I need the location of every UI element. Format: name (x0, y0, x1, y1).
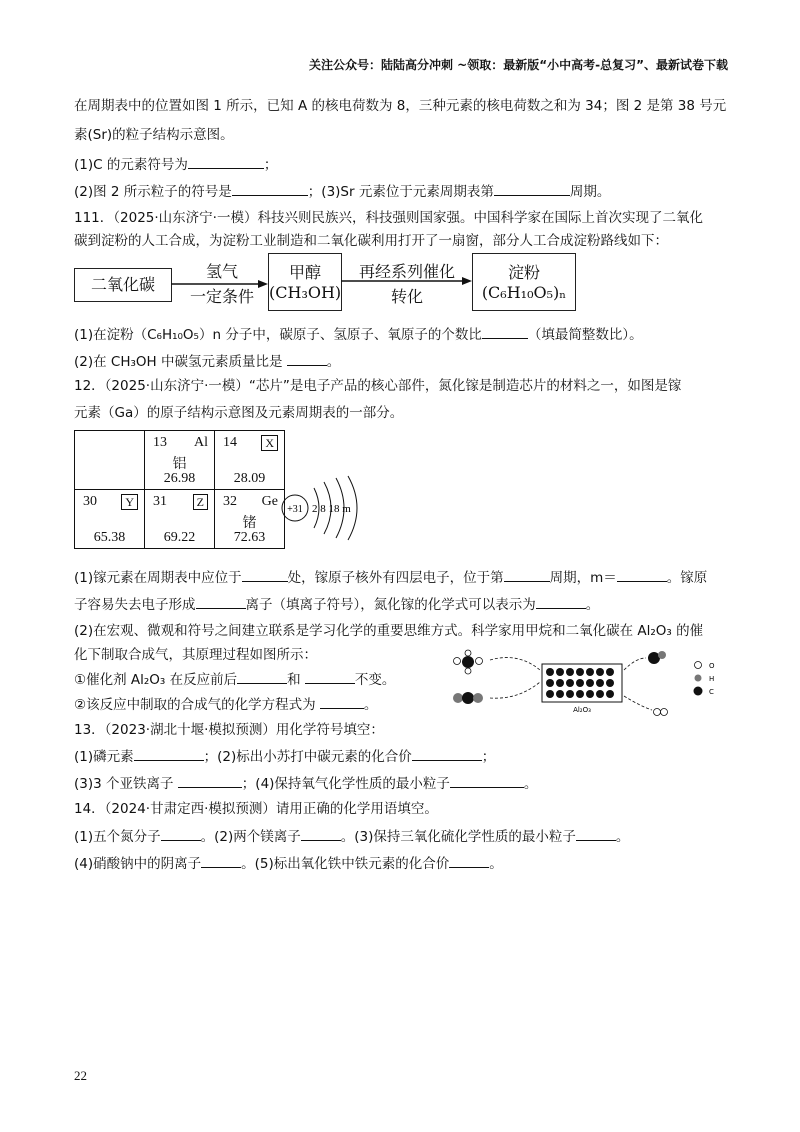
answer-blank[interactable] (450, 773, 524, 788)
pt-mass: 69.22 (163, 530, 196, 545)
shell-electrons: 2 8 18 m (312, 503, 351, 515)
answer-blank[interactable] (287, 351, 327, 366)
flow-box-co2: 二氧化碳 (74, 268, 172, 302)
page-number: 22 (74, 1068, 87, 1083)
q12-sub2 (74, 694, 377, 715)
pt-cell-z (145, 490, 215, 549)
answer-blank[interactable] (305, 669, 355, 684)
q10-line2: 素(Sr)的粒子结构示意图。 (74, 127, 234, 143)
answer-blank[interactable] (201, 853, 241, 868)
q12-part1-text-a: (1)镓元素在周期表中应位于 (74, 570, 242, 586)
q12-sub2-end: 。 (363, 697, 378, 713)
q14-part4-text: (4)硝酸钠中的阴离子 (74, 856, 202, 872)
q12-sub1-text-b: 和 (287, 672, 301, 688)
q11-part1-text: (1)在淀粉（C₆H₁₀O₅）n 分子中，碳原子、氢原子、氧原子的个数比 (74, 327, 482, 343)
pt-boxed-symbol: Y (121, 494, 138, 510)
q13-part2-text: ；(2)标出小苏打中碳元素的化合价 (203, 749, 412, 765)
q12-part1-line2 (74, 594, 599, 615)
answer-blank[interactable] (196, 594, 246, 609)
catalysis-diagram (448, 648, 728, 724)
pt-cell-empty (75, 431, 145, 490)
flow-arrow1-bottom: 一定条件 (189, 287, 254, 306)
catalyst-label: Al₂O₃ (573, 706, 591, 714)
q11-line1: 111．（2025·山东济宁·一模）科技兴则民族兴，科技强则国家强。中国科学家在国际上首次实现了二氧化 (74, 210, 703, 226)
q14-title: 14．（2024·甘肃定西·模拟预测）请用正确的化学用语填空。 (74, 801, 438, 817)
flow-arrows (0, 0, 800, 330)
answer-blank[interactable] (617, 567, 667, 582)
pt-symbol: Al (194, 435, 208, 450)
q12-part1-line1 (74, 567, 707, 588)
q12-sub1 (74, 669, 395, 690)
periodic-table-fragment (74, 430, 285, 549)
q11-part2-text: (2)在 CH₃OH 中碳氢元素质量比是 (74, 354, 287, 370)
q11-part1-end: （填最简整数比）。 (527, 327, 643, 343)
q11-line2: 碳到淀粉的人工合成，为淀粉工业制造和二氧化碳利用打开了一扇窗，部分人工合成淀粉路线如下： (74, 233, 668, 249)
flow-arrow2-head (462, 277, 472, 285)
answer-blank[interactable] (301, 826, 341, 841)
q12-line2: 元素（Ga）的原子结构示意图及元素周期表的一部分。 (74, 405, 404, 421)
pt-atomic-number: 31 (153, 494, 167, 509)
page-header: 关注公众号：陆陆高分冲刺 ~领取：最新版“小中高考-总复习”、最新试卷下载 (309, 58, 728, 72)
pt-boxed-symbol: Z (193, 494, 208, 510)
answer-blank[interactable] (536, 594, 586, 609)
q14-line2 (74, 853, 503, 874)
co-molecule (648, 651, 666, 664)
nucleus-charge: +31 (287, 504, 303, 515)
legend (694, 662, 716, 697)
q12-part1-text-f: 离子（填离子符号），氮化镓的化学式可以表示为 (245, 597, 536, 613)
arrow-in-1 (490, 658, 540, 670)
q12-part1-text-d: 。镓原 (666, 570, 708, 586)
q12-sub1-text-a: ①催化剂 Al₂O₃ 在反应前后 (74, 672, 238, 688)
q13-part4-text: ；(4)保持氧气化学性质的最小粒子 (241, 776, 450, 792)
pt-atomic-number: 13 (153, 435, 167, 450)
q10-part3-text: ；(3)Sr 元素位于元素周期表第 (307, 184, 494, 200)
legend-c-mark (694, 687, 703, 696)
q12-sub2-text: ②该反应中制取的合成气的化学方程式为 (74, 697, 320, 713)
q13-line1-end: ； (481, 749, 496, 765)
pt-atomic-number: 30 (83, 494, 97, 509)
flow-arrow2-bottom: 转化 (390, 287, 423, 306)
pt-mass: 28.09 (233, 471, 266, 486)
q14-part3-text: 。(3)保持三氧化硫化学性质的最小粒子 (340, 829, 576, 845)
answer-blank[interactable] (412, 746, 482, 761)
q13-title: 13．（2023·湖北十堰·模拟预测）用化学符号填空： (74, 722, 384, 738)
q13-part3-text: (3)3 个亚铁离子 (74, 776, 178, 792)
answer-blank[interactable] (134, 746, 204, 761)
pt-cell-y (75, 490, 145, 549)
pt-mass: 72.63 (233, 530, 266, 545)
pt-mass: 65.38 (93, 530, 126, 545)
answer-blank[interactable] (482, 324, 528, 339)
flow-box-methanol-formula: (CH₃OH) (269, 283, 342, 302)
q12-part1-text-g: 。 (585, 597, 600, 613)
co2-molecule (453, 692, 483, 704)
legend-c-label: C (709, 688, 714, 696)
q14-part5-text: 。(5)标出氧化铁中铁元素的化合价 (241, 856, 450, 872)
answer-blank[interactable] (449, 853, 489, 868)
q12-part2-line2: 化下制取合成气，其原理过程如图所示： (74, 647, 317, 663)
pt-name: 锗 (242, 516, 257, 531)
pt-symbol: Ge (261, 494, 278, 509)
answer-blank[interactable] (161, 826, 201, 841)
q14-line2-end: 。 (489, 856, 503, 872)
q14-part2-text: 。(2)两个镁离子 (200, 829, 301, 845)
flow-arrow1-head (258, 280, 268, 288)
answer-blank[interactable] (237, 669, 287, 684)
q12-part2-line1: (2)在宏观、微观和符号之间建立联系是学习化学的重要思维方式。科学家用甲烷和二氧化碳在 Al₂O₃ 的催 (74, 623, 704, 639)
answer-blank[interactable] (504, 567, 550, 582)
q13-line2 (74, 773, 537, 794)
q12-sub1-text-c: 不变。 (354, 672, 396, 688)
answer-blank[interactable] (320, 694, 364, 709)
q11-part2-end: 。 (326, 354, 341, 370)
answer-blank[interactable] (242, 567, 288, 582)
q13-line2-end: 。 (523, 776, 538, 792)
pt-atomic-number: 14 (223, 435, 237, 450)
pt-boxed-symbol: X (261, 435, 278, 451)
q13-line1 (74, 746, 495, 767)
legend-h-mark (695, 675, 702, 682)
q12-part1-text-c: 周期，m＝ (549, 570, 617, 586)
legend-h-label: H (709, 675, 715, 683)
q14-line1-end: 。 (615, 829, 630, 845)
pt-cell-ge (215, 490, 285, 549)
q12-line1: 12．（2025·山东济宁·一模）“芯片”是电子产品的核心部件，氮化镓是制造芯片的材料之一，如图是镓 (74, 378, 682, 394)
h2-molecule (654, 709, 668, 716)
arrow-out-1 (624, 658, 646, 670)
pt-name: 铝 (172, 457, 187, 472)
q10-part1-text: (1)C 的元素符号为 (74, 157, 188, 173)
legend-o-mark (695, 662, 702, 669)
q11-part1 (74, 324, 643, 345)
q11-part2 (74, 351, 340, 372)
pt-cell-al (145, 431, 215, 490)
catalyst-particles (546, 668, 614, 698)
q10-line1: 在周期表中的位置如图 1 所示，已知 A 的核电荷数为 8，三种元素的核电荷数之和为 34；图 2 是第 38 号元 (74, 98, 727, 114)
pt-mass: 26.98 (163, 471, 196, 486)
flow-arrow1-top: 氢气 (205, 262, 238, 281)
methane-molecule (454, 650, 483, 674)
q12-part1-text-e: 子容易失去电子形成 (74, 597, 196, 613)
q13-part1-text: (1)磷元素 (74, 749, 134, 765)
q10-part3-end: 周期。 (569, 184, 611, 200)
flow-arrow2-top: 再经系列催化 (358, 262, 455, 281)
flow-box-starch-formula: (C₆H₁₀O₅)ₙ (481, 283, 567, 302)
answer-blank[interactable] (576, 826, 616, 841)
pt-cell-x (215, 431, 285, 490)
arrow-in-2 (490, 682, 540, 698)
q14-line1 (74, 826, 629, 847)
arrow-out-2 (624, 696, 652, 710)
pt-atomic-number: 32 (223, 494, 237, 509)
q10-part1-end: ； (263, 157, 278, 173)
q14-part1-text: (1)五个氮分子 (74, 829, 161, 845)
flow-box-methanol-name: 甲醇 (288, 263, 321, 282)
q10-part2-text: (2)图 2 所示粒子的符号是 (74, 184, 232, 200)
answer-blank[interactable] (178, 773, 242, 788)
gallium-atom-structure (276, 474, 376, 542)
legend-o-label: O (709, 662, 715, 670)
flow-box-starch-name: 淀粉 (507, 263, 540, 282)
q12-part1-text-b: 处，镓原子核外有四层电子，位于第 (287, 570, 504, 586)
